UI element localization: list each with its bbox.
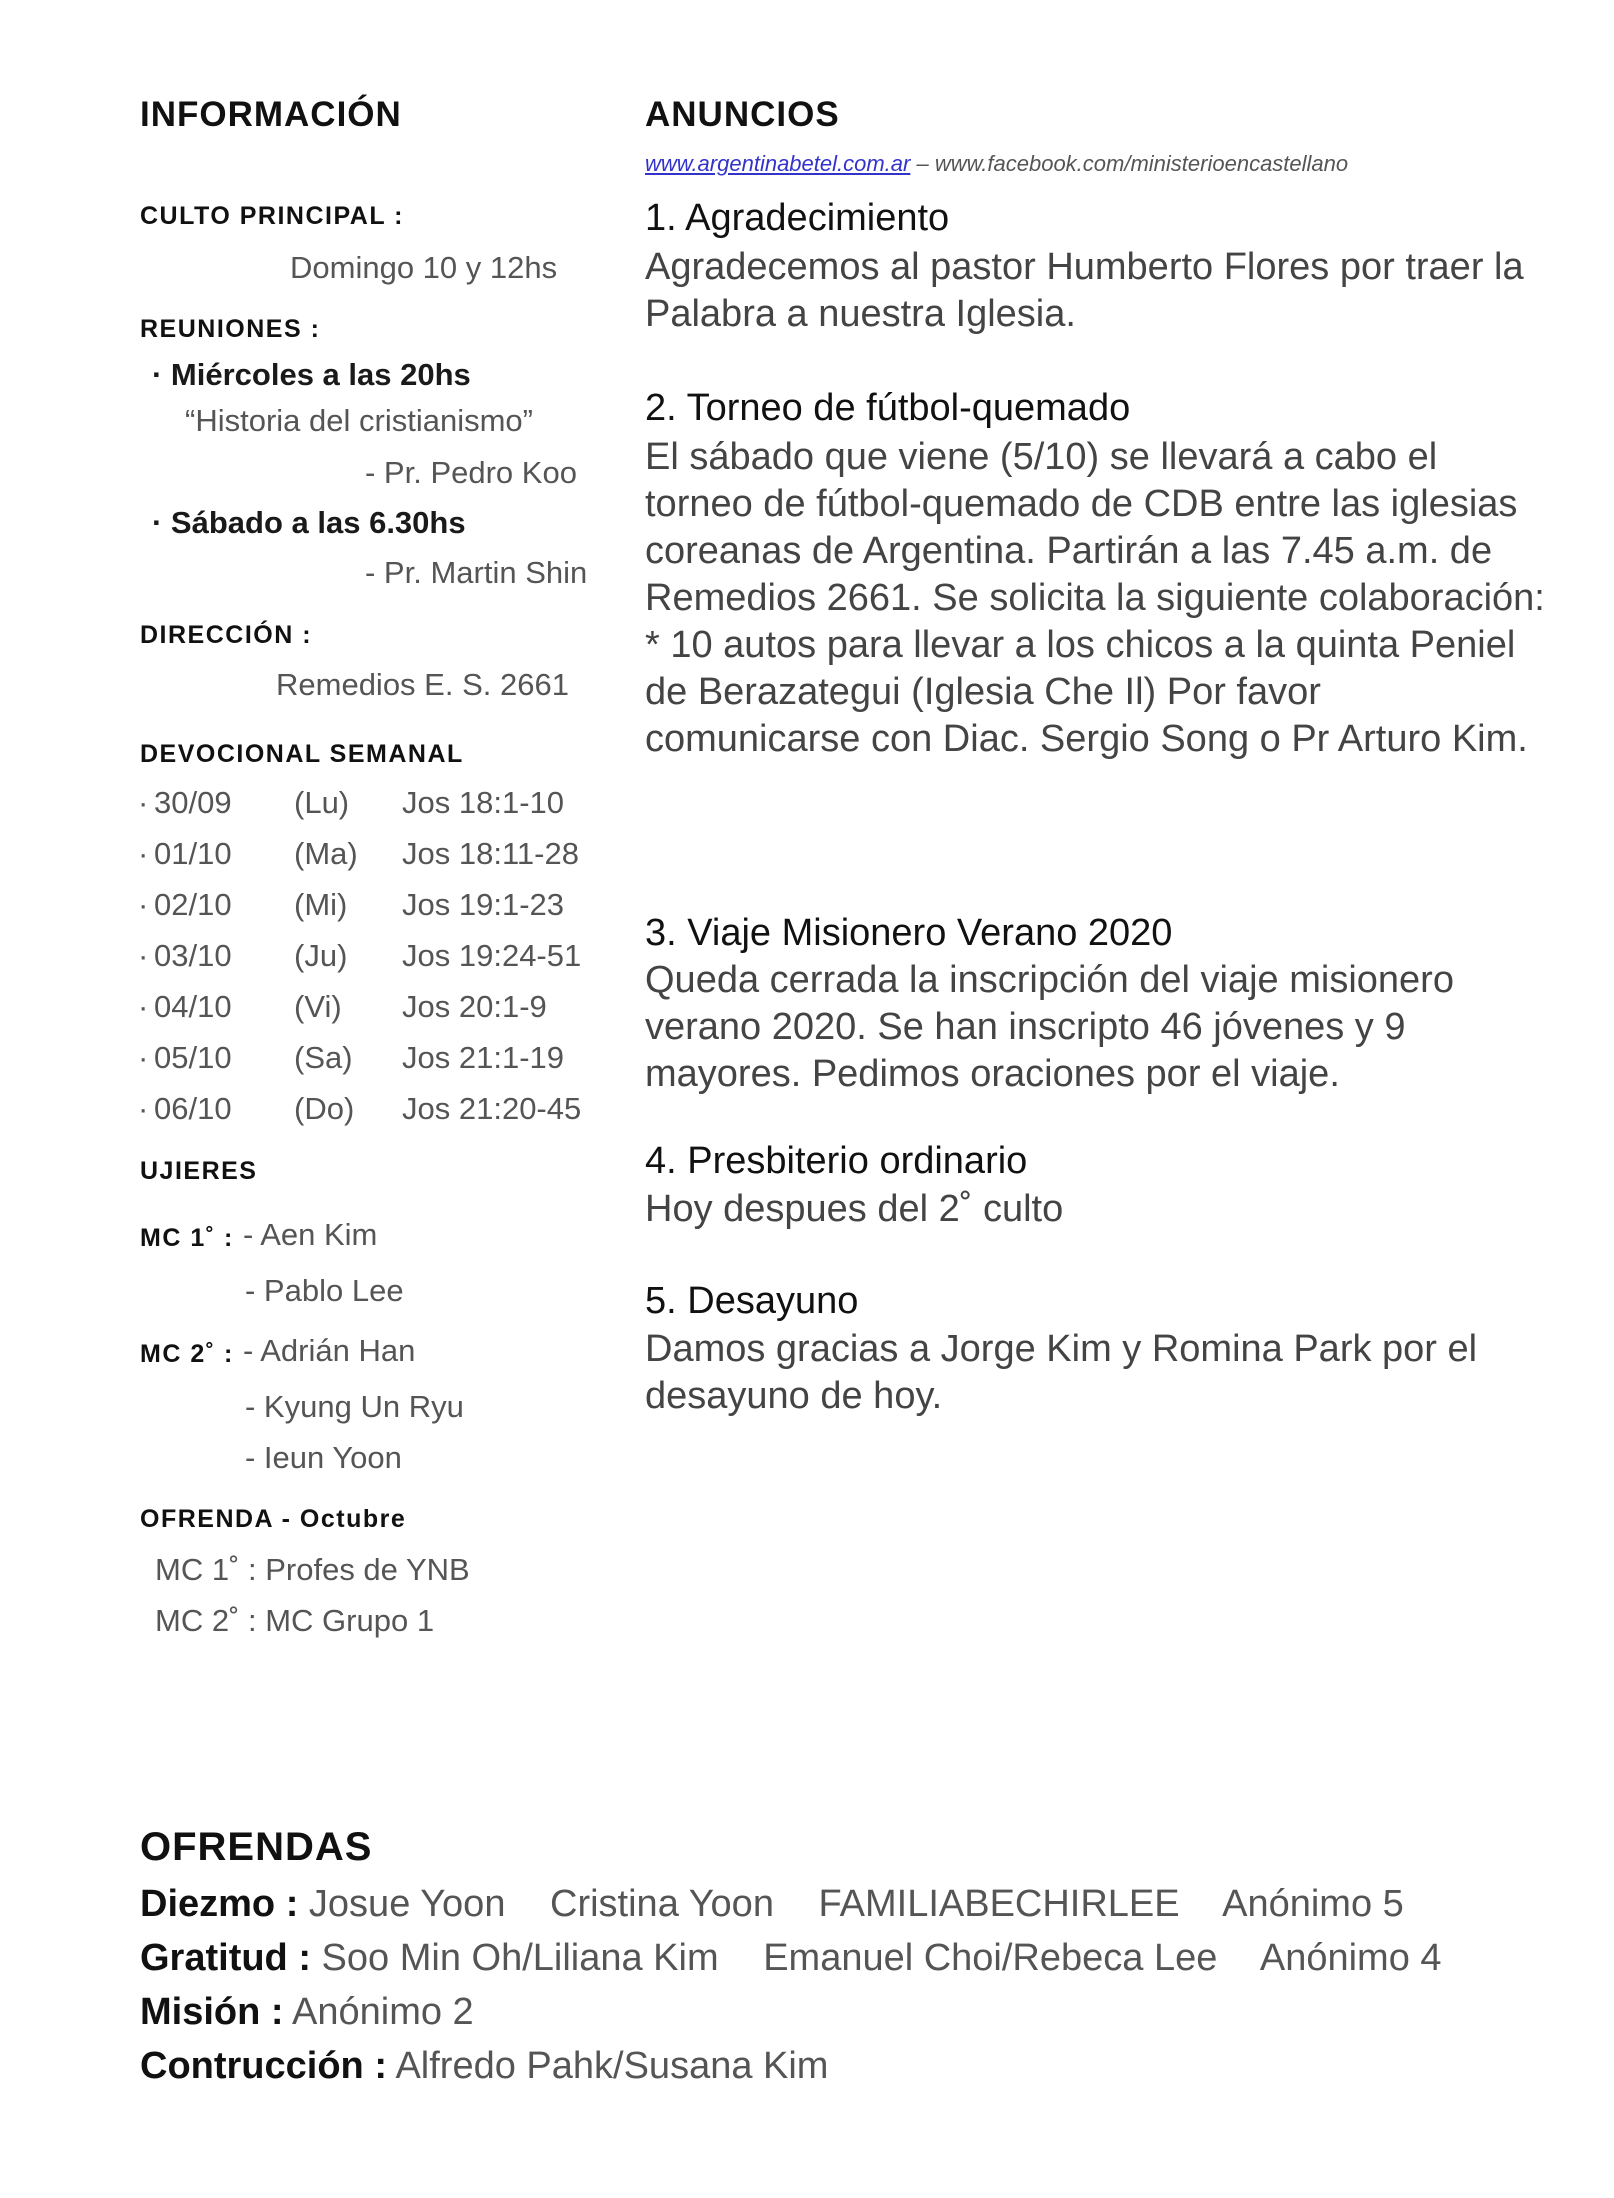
ujieres-label: UJIERES: [140, 1157, 258, 1185]
reunion1-title: · Miércoles a las 20hs: [152, 357, 471, 392]
donor-name: Cristina Yoon: [550, 1883, 774, 1925]
announcement-title: 2. Torneo de fútbol-quemado: [645, 387, 1131, 429]
devocional-date: 04/10: [154, 989, 232, 1024]
donor-name: Soo Min Oh/Liliana Kim: [321, 1937, 719, 1979]
mc2-usher: - Ieun Yoon: [245, 1440, 402, 1475]
mc1-usher: - Pablo Lee: [245, 1273, 404, 1308]
devocional-ref: Jos 20:1-9: [402, 989, 547, 1024]
bullet: ·: [138, 1040, 149, 1075]
reunion1-pastor: - Pr. Pedro Koo: [365, 455, 577, 490]
announcement-body: El sábado que viene (5/10) se llevará a cabo el torneo de fútbol-quemado de CDB entre las iglesias coreanas de Argentina. Partirán a las 7.45 a.m. de Remedios 2661. Se solicita la siguiente colaboración: * 10 autos para llevar a los chicos a la quinta Peniel de Berazategui (Iglesia Che Il) Por favor comunicarse con Diac. Sergio Song o Pr Arturo Kim.: [645, 436, 1545, 760]
announcement-title: 4. Presbiterio ordinario: [645, 1140, 1028, 1182]
announcement-body: Hoy despues del 2˚ culto: [645, 1188, 1064, 1230]
devocional-date: 02/10: [154, 887, 232, 922]
reuniones-label: REUNIONES :: [140, 315, 321, 343]
construccion-label: Contrucción :: [140, 2045, 387, 2087]
reunion1-topic: “Historia del cristianismo”: [185, 403, 533, 438]
bullet: ·: [138, 938, 149, 973]
bullet: ·: [138, 887, 149, 922]
link-separator: –: [910, 151, 935, 176]
devocional-day: (Sa): [294, 1040, 353, 1075]
bullet: ·: [138, 785, 149, 820]
mc2-usher: - Kyung Un Ryu: [245, 1389, 464, 1424]
announcement-body: Agradecemos al pastor Humberto Flores por traer la Palabra a nuestra Iglesia.: [645, 246, 1524, 335]
devocional-date: 03/10: [154, 938, 232, 973]
donor-name: Josue Yoon: [308, 1883, 506, 1925]
devocional-date: 01/10: [154, 836, 232, 871]
devocional-day: (Ma): [294, 836, 358, 871]
construccion-line: [140, 2045, 862, 2088]
donor-name: Anónimo 4: [1259, 1937, 1442, 1979]
devocional-ref: Jos 21:1-19: [402, 1040, 564, 1075]
devocional-ref: Jos 21:20-45: [402, 1091, 582, 1126]
devocional-ref: Jos 19:1-23: [402, 887, 564, 922]
reunion2-title: · Sábado a las 6.30hs: [152, 505, 466, 540]
ofrendas-heading: OFRENDAS: [140, 1825, 373, 1869]
donor-name: Emanuel Choi/Rebeca Lee: [763, 1937, 1218, 1979]
mision-line: [140, 1991, 508, 2034]
gratitud-line: [140, 1937, 1476, 1980]
mc2-label: MC 2˚ :: [140, 1340, 234, 1368]
bullet: ·: [138, 1091, 149, 1126]
announcement-title: 3. Viaje Misionero Verano 2020: [645, 912, 1173, 954]
culto-value: Domingo 10 y 12hs: [290, 250, 558, 285]
bullet: ·: [138, 836, 149, 871]
links-line: [645, 151, 1348, 177]
ofrenda-octubre-label: OFRENDA - Octubre: [140, 1505, 407, 1533]
devocional-day: (Mi): [294, 887, 348, 922]
donor-name: Anónimo 5: [1222, 1883, 1404, 1925]
diezmo-line: [140, 1883, 1438, 1926]
reunion2-pastor: - Pr. Martin Shin: [365, 555, 588, 590]
gratitud-label: Gratitud :: [140, 1937, 311, 1979]
bullet: ·: [138, 989, 149, 1024]
mc1-usher: - Aen Kim: [243, 1217, 378, 1252]
direccion-label: DIRECCIÓN :: [140, 621, 313, 649]
devocional-date: 05/10: [154, 1040, 232, 1075]
anuncios-heading: ANUNCIOS: [645, 95, 840, 134]
devocional-day: (Do): [294, 1091, 355, 1126]
announcement-body: Queda cerrada la inscripción del viaje misionero verano 2020. Se han inscripto 46 jóvenes y 9 mayores. Pedimos oraciones por el viaje.: [645, 959, 1454, 1095]
donor-name: Alfredo Pahk/Susana Kim: [395, 2045, 829, 2087]
donor-name: Anónimo 2: [292, 1991, 474, 2033]
info-heading: INFORMACIÓN: [140, 95, 402, 134]
announcement-body: Damos gracias a Jorge Kim y Romina Park por el desayuno de hoy.: [645, 1328, 1478, 1417]
website-link[interactable]: www.argentinabetel.com.ar: [645, 151, 911, 176]
culto-label: CULTO PRINCIPAL :: [140, 202, 404, 230]
mision-label: Misión :: [140, 1991, 284, 2033]
mc2-usher: - Adrián Han: [243, 1333, 416, 1368]
devocional-ref: Jos 18:1-10: [402, 785, 564, 820]
devocional-day: (Ju): [294, 938, 348, 973]
devocional-ref: Jos 19:24-51: [402, 938, 582, 973]
devocional-ref: Jos 18:11-28: [402, 836, 579, 871]
ofrenda-mc2: MC 2˚ : MC Grupo 1: [155, 1603, 435, 1638]
ofrenda-mc1: MC 1˚ : Profes de YNB: [155, 1552, 470, 1587]
direccion-value: Remedios E. S. 2661: [276, 667, 569, 702]
diezmo-label: Diezmo :: [140, 1883, 299, 1925]
devocional-day: (Vi): [294, 989, 342, 1024]
facebook-link: www.facebook.com/ministerioencastellano: [934, 151, 1349, 176]
devocional-label: DEVOCIONAL SEMANAL: [140, 740, 464, 768]
devocional-day: (Lu): [294, 785, 350, 820]
announcement-title: 1. Agradecimiento: [645, 197, 950, 239]
announcement-title: 5. Desayuno: [645, 1280, 859, 1322]
donor-name: FAMILIABECHIRLEE: [818, 1883, 1180, 1925]
mc1-label: MC 1˚ :: [140, 1224, 234, 1252]
devocional-date: 06/10: [154, 1091, 232, 1126]
devocional-date: 30/09: [154, 785, 232, 820]
